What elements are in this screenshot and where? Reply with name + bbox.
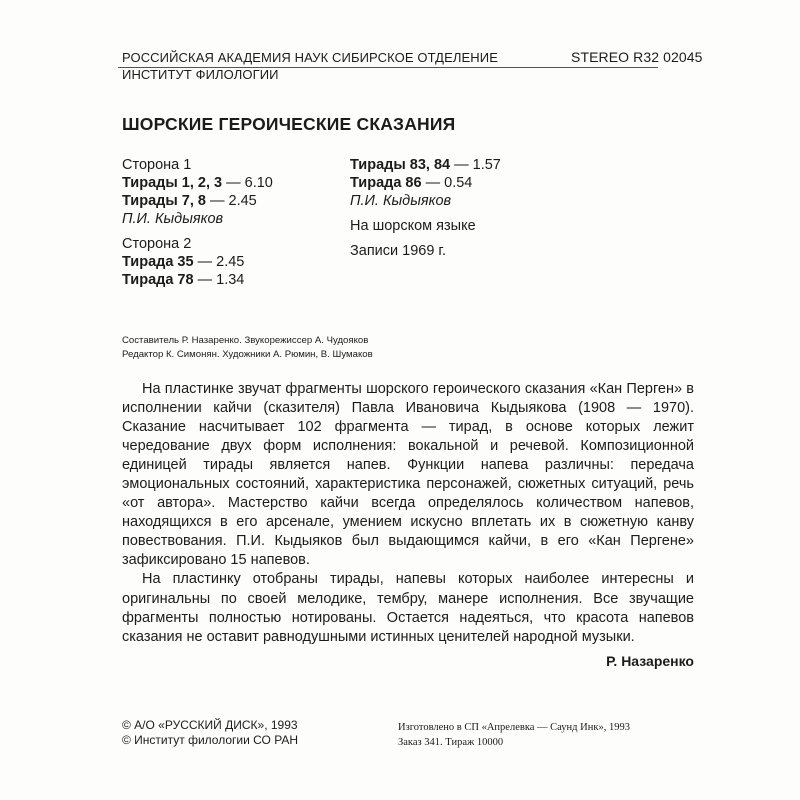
side-2-label: Сторона 2 xyxy=(122,236,192,252)
track-item xyxy=(350,156,501,174)
track-duration: — 1.57 xyxy=(450,157,501,173)
paragraph: На пластинке звучат фрагменты шорского героического сказания «Кан Перген» в исполнении кайчи (сказителя) Павла Ивановича Кыдыякова (1908 — 1970). Сказание насчитывает 102 фрагмента — тирад, в основе которых лежит чередование двух форм исполнения: вокальной и речевой. Композиционной единицей тирады является напев. Функции напева различны: передача эмоциональных состояний, характеристика персонажей, сюжетных ситуаций, речь «от автора». Мастерство кайчи всегда определялось количеством напевов, находящихся в его арсенале, умением искусно вплетать их в сюжетную канву повествования. П.И. Кыдыяков был выдающимся кайчи, в его «Кан Пергене» зафиксировано 15 напевов. xyxy=(122,381,694,569)
credits-line-2: Редактор К. Симонян. Художники А. Рюмин, В. Шумаков xyxy=(122,349,373,360)
footer-production xyxy=(398,720,630,750)
track-duration: — 2.45 xyxy=(193,254,245,270)
catalog-number: STEREO R32 02045 xyxy=(571,49,703,65)
track-name: Тирады 1, 2, 3 xyxy=(122,175,223,191)
performer-name: П.И. Кыдыяков xyxy=(350,193,452,209)
track-name: Тирады 7, 8 xyxy=(122,193,206,209)
side-1-label: Сторона 1 xyxy=(122,157,192,173)
liner-notes xyxy=(122,380,694,647)
copyright-line-1: © А/О «РУССКИЙ ДИСК», 1993 xyxy=(122,718,298,732)
language-note: На шорском языке xyxy=(350,218,476,234)
track-item xyxy=(122,253,273,271)
track-name: Тирада 35 xyxy=(122,254,194,270)
performer-name: П.И. Кыдыяков xyxy=(122,211,224,227)
tracklist-left xyxy=(122,156,273,289)
album-title: ШОРСКИЕ ГЕРОИЧЕСКИЕ СКАЗАНИЯ xyxy=(122,114,456,134)
tracklist-right xyxy=(350,156,501,260)
org-line-2: ИНСТИТУТ ФИЛОЛОГИИ xyxy=(122,67,279,82)
track-name: Тирада 78 xyxy=(122,272,194,288)
paragraph: На пластинку отобраны тирады, напевы которых наиболее интересны и оригинальны по своей мелодике, тембру, манере исполнения. Все звучащие фрагменты полностью нотированы. Остается надеяться, что красота напевов сказания не оставит равнодушными истинных ценителей народной музыки. xyxy=(122,571,694,645)
track-name: Тирады 83, 84 xyxy=(350,157,451,173)
track-item xyxy=(122,271,273,289)
credits-line-1: Составитель Р. Назаренко. Звукорежиссер А. Чудояков xyxy=(122,335,369,346)
recording-year: Записи 1969 г. xyxy=(350,243,446,259)
print-run-line: Заказ 341. Тираж 10000 xyxy=(398,737,504,748)
org-line-1: РОССИЙСКАЯ АКАДЕМИЯ НАУК СИБИРСКОЕ ОТДЕЛЕНИЕ xyxy=(122,50,498,65)
track-duration: — 2.45 xyxy=(205,193,257,209)
org-header xyxy=(122,49,498,83)
track-duration: — 0.54 xyxy=(421,175,473,191)
track-item xyxy=(350,174,501,192)
header-divider xyxy=(118,67,658,68)
track-item xyxy=(122,192,273,210)
manufacturer-line: Изготовлено в СП «Апрелевка — Саунд Инк», 1993 xyxy=(398,722,630,733)
track-name: Тирада 86 xyxy=(350,175,422,191)
track-item xyxy=(122,174,273,192)
footer-copyright xyxy=(122,718,298,748)
author-signature: Р. Назаренко xyxy=(606,653,694,669)
copyright-line-2: © Институт филологии СО РАН xyxy=(122,733,299,747)
track-duration: — 1.34 xyxy=(193,272,245,288)
track-duration: — 6.10 xyxy=(222,175,273,191)
credits xyxy=(122,334,373,362)
